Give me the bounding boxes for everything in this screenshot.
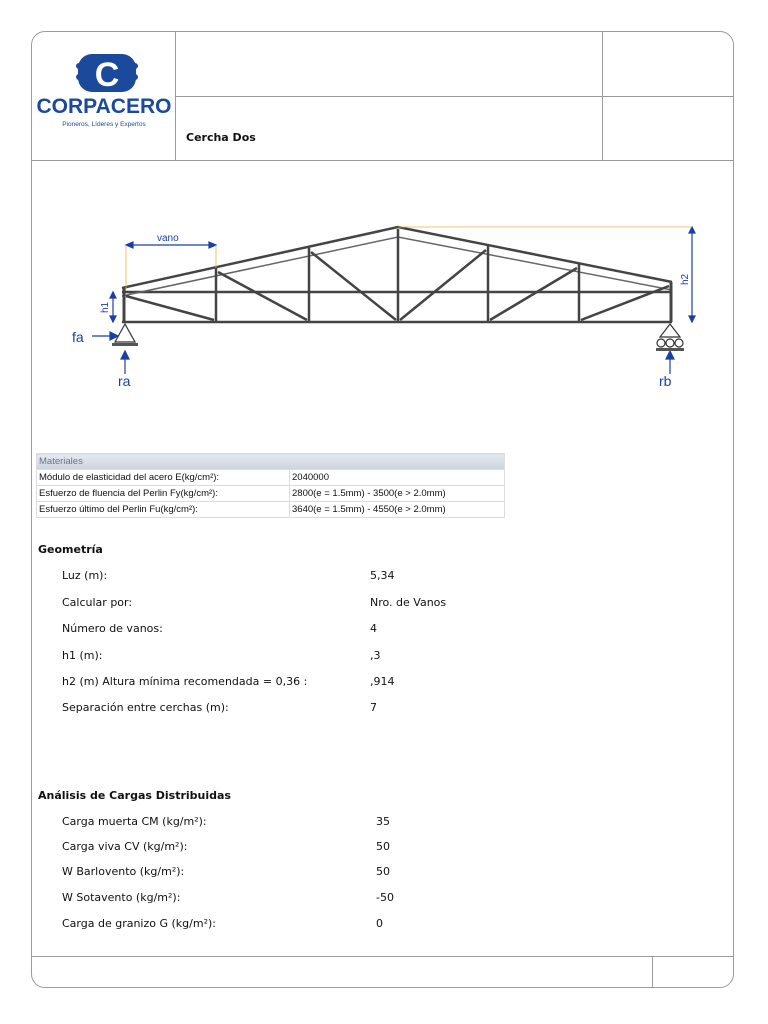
load-label: Carga de granizo G (kg/m²): [62,917,216,930]
table-row: Esfuerzo de fluencia del Perlin Fy(kg/cm²): 2800(e = 1.5mm) - 3500(e > 2.0mm) [37,486,505,502]
document-title: Cercha Dos [186,131,256,144]
geometry-value: 5,34 [370,569,395,582]
rb-label: rb [659,373,672,389]
footer-line [32,956,733,957]
geometry-value: ,914 [370,675,395,688]
geometry-label: Separación entre cerchas (m): [62,701,229,714]
geometry-label: h1 (m): [62,649,103,662]
materials-title: Materiales [37,454,505,470]
footer-divider [652,956,653,987]
load-label: Carga viva CV (kg/m²): [62,840,188,853]
load-value: 50 [376,865,390,878]
table-row: Esfuerzo último del Perlin Fu(kg/cm²): 3640(e = 1.5mm) - 4550(e > 2.0mm) [37,502,505,518]
load-label: W Barlovento (kg/m²): [62,865,185,878]
load-value: -50 [376,891,394,904]
svg-text:Pioneros, Líderes y Expertos: Pioneros, Líderes y Expertos [62,121,146,128]
svg-text:C: C [94,56,120,94]
geometry-label: Calcular por: [62,596,133,609]
materials-table [36,453,505,518]
geometry-value: 4 [370,622,377,635]
load-label: Carga muerta CM (kg/m²): [62,815,207,828]
geometry-label: Luz (m): [62,569,108,582]
load-value: 50 [376,840,390,853]
vano-label: vano [157,233,179,244]
geometry-value: ,3 [370,649,381,662]
load-value: 35 [376,815,390,828]
geometry-title: Geometría [38,543,103,556]
load-label: W Sotavento (kg/m²): [62,891,181,904]
h2-label: h2 [680,273,691,285]
svg-text:CORPACERO: CORPACERO [36,95,172,118]
h1-label: h1 [100,301,111,313]
geometry-label: h2 (m) Altura mínima recomendada = 0,36 : [62,675,308,688]
geometry-value: 7 [370,701,377,714]
header-bottom-line [32,160,733,161]
geometry-label: Número de vanos: [62,622,163,635]
load-value: 0 [376,917,383,930]
geometry-value: Nro. de Vanos [370,596,447,609]
table-row: Módulo de elasticidad del acero E(kg/cm²): 2040000 [37,470,505,486]
loads-title: Análisis de Cargas Distribuidas [38,789,231,802]
corpacero-logo [34,50,174,155]
header-mid-line [175,96,733,97]
ra-label: ra [118,373,131,389]
truss-diagram [60,210,710,400]
fa-label: fa [72,329,84,345]
